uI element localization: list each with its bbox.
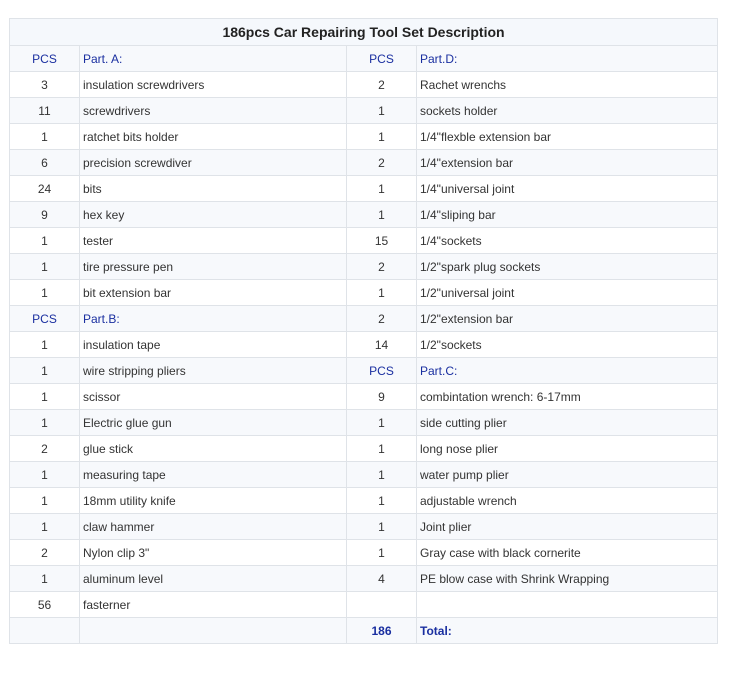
item-name-cell: 1/2"sockets: [417, 332, 718, 358]
total-quantity: 186: [347, 618, 417, 644]
quantity-cell: 14: [347, 332, 417, 358]
quantity-cell: 1: [347, 540, 417, 566]
item-name-cell: sockets holder: [417, 98, 718, 124]
table-title: 186pcs Car Repairing Tool Set Description: [10, 19, 718, 46]
quantity-cell: 1: [10, 124, 80, 150]
item-name-cell: aluminum level: [80, 566, 347, 592]
quantity-cell: 1: [10, 462, 80, 488]
table-row: [10, 176, 718, 202]
table-row: [10, 410, 718, 436]
table-row: [10, 618, 718, 644]
item-name-cell: 1/4"sliping bar: [417, 202, 718, 228]
item-name-cell: screwdrivers: [80, 98, 347, 124]
pcs-header: PCS: [10, 46, 80, 72]
item-name-cell: insulation screwdrivers: [80, 72, 347, 98]
quantity-cell: 2: [10, 540, 80, 566]
quantity-cell: 9: [10, 202, 80, 228]
table-title-row: [10, 19, 718, 46]
quantity-cell: 1: [10, 384, 80, 410]
table-row: [10, 280, 718, 306]
item-name-cell: measuring tape: [80, 462, 347, 488]
table-row: [10, 358, 718, 384]
table-row: [10, 254, 718, 280]
item-name-cell: 1/4"universal joint: [417, 176, 718, 202]
item-name-cell: 1/4"flexble extension bar: [417, 124, 718, 150]
quantity-cell: 2: [10, 436, 80, 462]
item-name-cell: long nose plier: [417, 436, 718, 462]
quantity-cell: 1: [10, 488, 80, 514]
item-name-cell: Rachet wrenchs: [417, 72, 718, 98]
total-label: Total:: [417, 618, 718, 644]
table-row: [10, 228, 718, 254]
quantity-cell: 1: [347, 488, 417, 514]
part-header: Part.B:: [80, 306, 347, 332]
item-name-cell: 1/2"spark plug sockets: [417, 254, 718, 280]
quantity-cell: 24: [10, 176, 80, 202]
quantity-cell: 1: [10, 410, 80, 436]
item-name-cell: PE blow case with Shrink Wrapping: [417, 566, 718, 592]
quantity-cell: 1: [347, 410, 417, 436]
table-row: [10, 306, 718, 332]
quantity-cell: 1: [10, 358, 80, 384]
table-row: [10, 566, 718, 592]
tool-set-table: [9, 18, 718, 644]
quantity-cell: 2: [347, 72, 417, 98]
item-name-cell: water pump plier: [417, 462, 718, 488]
item-name-cell: scissor: [80, 384, 347, 410]
quantity-cell: [10, 618, 80, 644]
quantity-cell: 9: [347, 384, 417, 410]
table-row: [10, 436, 718, 462]
quantity-cell: 1: [347, 124, 417, 150]
quantity-cell: 2: [347, 150, 417, 176]
item-name-cell: insulation tape: [80, 332, 347, 358]
table-row: [10, 202, 718, 228]
quantity-cell: 1: [347, 98, 417, 124]
item-name-cell: tester: [80, 228, 347, 254]
quantity-cell: 15: [347, 228, 417, 254]
item-name-cell: Gray case with black cornerite: [417, 540, 718, 566]
table-row: [10, 540, 718, 566]
item-name-cell: 1/4"sockets: [417, 228, 718, 254]
item-name-cell: claw hammer: [80, 514, 347, 540]
quantity-cell: 1: [347, 462, 417, 488]
quantity-cell: 1: [347, 202, 417, 228]
quantity-cell: 2: [347, 254, 417, 280]
item-name-cell: [80, 618, 347, 644]
quantity-cell: 4: [347, 566, 417, 592]
quantity-cell: 1: [10, 514, 80, 540]
table-row: [10, 150, 718, 176]
quantity-cell: 1: [10, 254, 80, 280]
item-name-cell: hex key: [80, 202, 347, 228]
part-header: Part. A:: [80, 46, 347, 72]
item-name-cell: Electric glue gun: [80, 410, 347, 436]
pcs-header: PCS: [10, 306, 80, 332]
table-row: [10, 514, 718, 540]
table-row: [10, 46, 718, 72]
item-name-cell: Nylon clip 3": [80, 540, 347, 566]
quantity-cell: 1: [347, 280, 417, 306]
quantity-cell: 1: [10, 332, 80, 358]
item-name-cell: combintation wrench: 6-17mm: [417, 384, 718, 410]
item-name-cell: side cutting plier: [417, 410, 718, 436]
part-header: Part.C:: [417, 358, 718, 384]
quantity-cell: 1: [10, 228, 80, 254]
table-row: [10, 98, 718, 124]
item-name-cell: 18mm utility knife: [80, 488, 347, 514]
quantity-cell: 2: [347, 306, 417, 332]
item-name-cell: bits: [80, 176, 347, 202]
item-name-cell: wire stripping pliers: [80, 358, 347, 384]
quantity-cell: 6: [10, 150, 80, 176]
part-header: Part.D:: [417, 46, 718, 72]
table-row: [10, 462, 718, 488]
item-name-cell: bit extension bar: [80, 280, 347, 306]
item-name-cell: precision screwdiver: [80, 150, 347, 176]
quantity-cell: 1: [10, 566, 80, 592]
table-row: [10, 332, 718, 358]
item-name-cell: 1/2"universal joint: [417, 280, 718, 306]
table-row: [10, 384, 718, 410]
table-row: [10, 72, 718, 98]
item-name-cell: 1/2"extension bar: [417, 306, 718, 332]
quantity-cell: 1: [10, 280, 80, 306]
table-row: [10, 124, 718, 150]
item-name-cell: 1/4"extension bar: [417, 150, 718, 176]
quantity-cell: 56: [10, 592, 80, 618]
quantity-cell: [347, 592, 417, 618]
quantity-cell: 1: [347, 436, 417, 462]
spec-table-container: [9, 18, 717, 644]
table-row: [10, 488, 718, 514]
item-name-cell: Joint plier: [417, 514, 718, 540]
pcs-header: PCS: [347, 358, 417, 384]
item-name-cell: glue stick: [80, 436, 347, 462]
item-name-cell: fasterner: [80, 592, 347, 618]
item-name-cell: ratchet bits holder: [80, 124, 347, 150]
table-row: [10, 592, 718, 618]
quantity-cell: 11: [10, 98, 80, 124]
quantity-cell: 1: [347, 514, 417, 540]
item-name-cell: [417, 592, 718, 618]
quantity-cell: 1: [347, 176, 417, 202]
item-name-cell: adjustable wrench: [417, 488, 718, 514]
quantity-cell: 3: [10, 72, 80, 98]
pcs-header: PCS: [347, 46, 417, 72]
item-name-cell: tire pressure pen: [80, 254, 347, 280]
